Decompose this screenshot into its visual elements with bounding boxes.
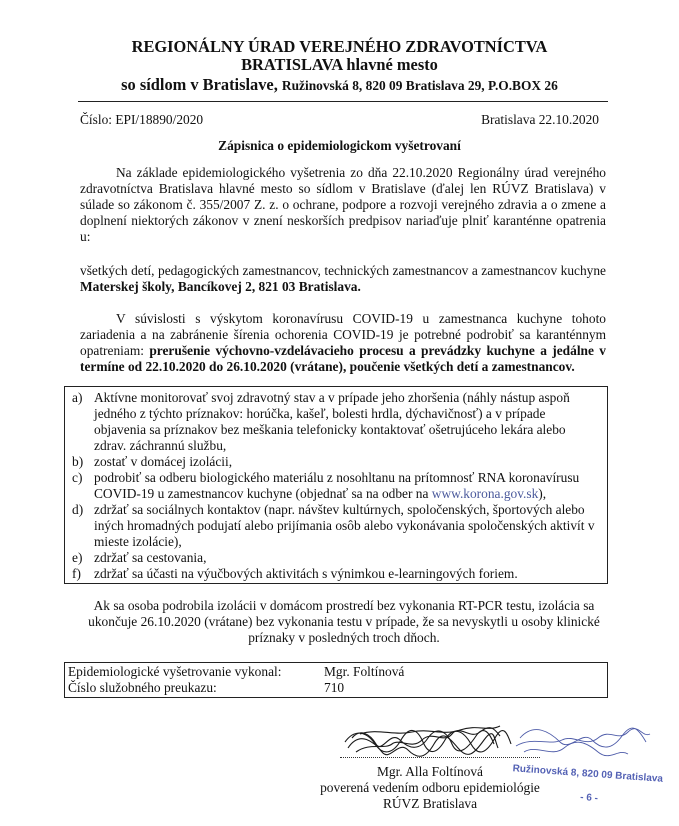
signatory-name: Mgr. Alla Foltínová	[376, 764, 483, 779]
investigator-label: Epidemiologické vyšetrovanie vykonal:	[68, 664, 282, 679]
measure-text: zdržať sa účasti na výučbových aktivitách s výnimkou e-learningových foriem.	[94, 566, 518, 581]
measure-letter: a)	[72, 390, 83, 405]
korona-link[interactable]: www.korona.gov.sk	[431, 486, 539, 501]
measure-text: zostať v domácej izolácii,	[94, 454, 233, 469]
measure-letter: d)	[72, 502, 84, 517]
header-line-2: BRATISLAVA hlavné mesto	[241, 55, 438, 74]
paragraph-intro-text: Na základe epidemiologického vyšetrenia zo dňa 22.10.2020 Regionálny úrad verejného zdravotníctva Bratislava hlavné mesto so sídlom v Bratislave (ďalej len RÚVZ Bratislava) v súlade so zákonom č. 355/2007 Z. z. o ochrane, podpore a rozvoji verejného zdravia a o zmene a doplnení niektorých zákonov v znení neskorších predpisov nariaďuje plniť karanténne opatrenia u:	[80, 165, 606, 244]
measure-letter: b)	[72, 454, 84, 469]
header-seat: so sídlom v Bratislave,	[121, 75, 278, 94]
subjects-school: Materskej školy, Bancíkovej 2, 821 03 Bratislava.	[80, 279, 361, 294]
document-title: Zápisnica o epidemiologickom vyšetrovaní	[218, 138, 461, 153]
investigator-value: Mgr. Foltínová	[324, 664, 405, 679]
signature-line	[340, 757, 540, 758]
stamp-number: - 6 -	[579, 792, 599, 805]
subjects-text: všetkých detí, pedagogických zamestnancov, technických zamestnancov a zamestnancov kuchyne	[80, 263, 606, 278]
signatory-role: poverená vedením odboru epidemiológie	[320, 780, 540, 795]
measure-text-main: podrobiť sa odberu biologického materiálu z nosohltanu na prítomnosť RNA koronavírusu COVID-19 u zamestnancov kuchyne (objednať sa na odber na	[94, 470, 580, 501]
measure-text: zdržať sa sociálnych kontaktov (napr. návštev kultúrnych, spoločenských, športových alebo iných hromadných podujatí alebo prijímania osôb alebo vykonávania spoločenských aktivít v mieste izolácie),	[94, 502, 595, 549]
measure-text-after: ),	[538, 486, 547, 501]
measure-letter: c)	[72, 470, 83, 485]
document-date: Bratislava 22.10.2020	[481, 112, 599, 127]
measure-letter: e)	[72, 550, 83, 565]
header-line-1: REGIONÁLNY ÚRAD VEREJNÉHO ZDRAVOTNÍCTVA	[131, 37, 548, 56]
signatory-org: RÚVZ Bratislava	[382, 796, 478, 811]
stamp-address: Ružinovská 8, 820 09 Bratislava	[512, 763, 664, 785]
reference-number: Číslo: EPI/18890/2020	[80, 112, 204, 127]
measures-intro-text: V súvislosti s výskytom koronavírusu COVID-19 u zamestnanca kuchyne tohoto zariadenia a na zabránenie šírenia ochorenia COVID-19 je potrebné podrobiť sa karanténnym opatreniam:	[80, 311, 606, 358]
handwritten-signature	[345, 726, 511, 756]
measure-letter: f)	[72, 566, 81, 581]
measures-intro-bold: prerušenie výchovno-vzdelávacieho procesu a prevádzky kuchyne a jedálne v termíne od 22.10.2020 do 26.10.2020 (vrátane), poučenie všetkých detí a zamestnancov.	[80, 343, 606, 374]
badge-label: Číslo služobného preukazu:	[68, 680, 217, 695]
badge-value: 710	[324, 680, 345, 695]
measure-text: zdržať sa cestovania,	[94, 550, 207, 565]
header-address: Ružinovská 8, 820 09 Bratislava 29, P.O.BOX 26	[281, 78, 558, 93]
measure-text: Aktívne monitorovať svoj zdravotný stav a v prípade jeho zhoršenia (náhly nástup aspoň jedného z týchto príznakov: horúčka, kašeľ, bolesti hrdla, dýchavičnosť) a v prípade objavenia sa príznakov bez meškania telefonicky kontaktovať ošetrujúceho lekára alebo zdrav. záchrannú službu,	[94, 390, 570, 453]
paragraph-isolation: Ak sa osoba podrobila izolácii v domácom prostredí bez vykonania RT-PCR testu, izolácia sa ukončuje 26.10.2020 (vrátane) bez vykonania testu v prípade, že sa nevyskytli u osoby klinické príznaky v posledných troch dňoch.	[88, 598, 600, 645]
